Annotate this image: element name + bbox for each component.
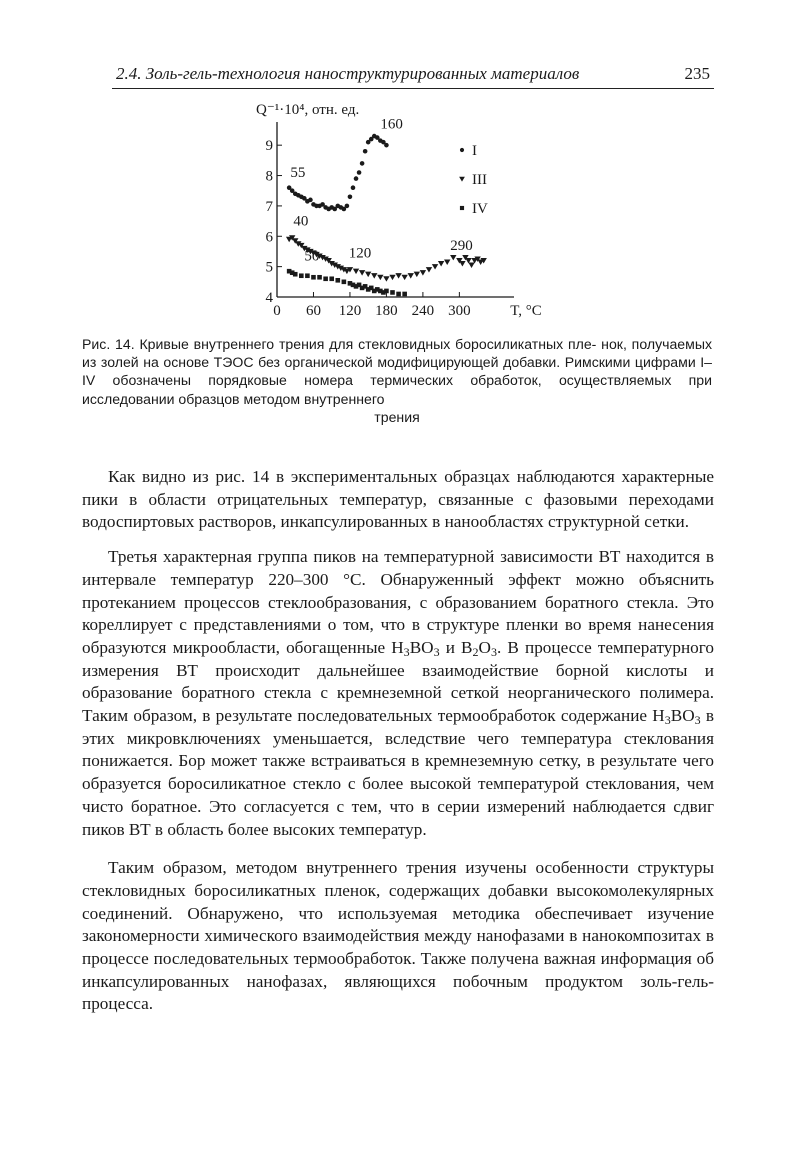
data-point (345, 204, 350, 209)
data-point (402, 292, 407, 297)
body-paragraph (82, 857, 714, 1016)
legend-marker (460, 206, 464, 210)
data-point (395, 273, 401, 278)
text-run: BO (670, 706, 695, 726)
running-title: 2.4. Золь-гель-технология наноструктурированных материалов (116, 64, 580, 83)
data-point (299, 273, 304, 278)
y-tick-label: 5 (265, 259, 273, 276)
text-run: и B (439, 637, 473, 657)
data-point (459, 261, 465, 266)
data-point (359, 270, 365, 275)
legend-entry: III (472, 172, 487, 188)
data-point (351, 185, 356, 190)
x-tick-label: 60 (305, 303, 321, 319)
peak-annotation: 160 (380, 116, 403, 133)
page-number: 235 (684, 64, 710, 83)
subscript: 3 (664, 713, 671, 728)
body-paragraph (82, 466, 714, 534)
data-point (353, 269, 359, 274)
legend-marker (460, 148, 464, 152)
text-run: Как видно из рис. 14 в экспериментальных образцах наблюдаются характерные пики в области отрицательных температур, связанные с фазовыми переходами водоспиртовых растворов, инкапсулированных в нанообластях структурной сетки. (82, 467, 714, 532)
x-tick-label: 240 (411, 303, 435, 319)
text-run: Таким образом, методом внутреннего трения изучены особенности структуры стекловидных боросиликатных пленок, содержащих добавки высокомолекулярных соединений. Обнаружено, что используемая методика обеспечивает изучение закономерности химического взаимодействия между нанофазами в нанокомпозитах в процессе последовательных термообработок. Также получена важная информация об инкапсулированных нанофазах, являющихся побочным продуктом золь-гель-процесса. (82, 858, 714, 1014)
legend-marker (459, 177, 465, 182)
text-run: Третья характерная группа пиков на температурной зависимости ВТ находится в интервале температур 220–300 °С. Обнаруженный эффект можно объяснить протеканием процессов стеклообразования, с образованием боратного стекла. Это кореллирует с представлениями о том, что в структуре пленки во время нанесения образуются микрообласти, обогащенные H (82, 547, 714, 657)
data-point (396, 292, 401, 297)
data-point (426, 267, 432, 272)
figure-caption (82, 335, 712, 426)
peak-annotation: 120 (348, 245, 372, 262)
body-paragraph (82, 546, 714, 841)
data-point (323, 276, 328, 281)
text-run: BO (409, 637, 434, 657)
data-point (365, 272, 371, 277)
data-point (444, 260, 450, 265)
x-tick-label: 120 (338, 303, 362, 319)
peak-annotation: 40 (293, 213, 309, 230)
running-header (112, 62, 714, 89)
data-point (311, 275, 316, 280)
caption-line: нок, получаемых из золей на основе ТЭОС без органической модифицирующей (82, 336, 712, 371)
y-tick-label: 7 (265, 198, 273, 215)
peak-annotation: 55 (290, 165, 306, 182)
subscript: 3 (490, 644, 497, 659)
y-axis-label: Q⁻¹·10⁴, отн. ед. (256, 102, 360, 118)
data-point (389, 275, 395, 280)
data-point (348, 195, 353, 200)
data-point (383, 276, 389, 281)
body-text (82, 466, 714, 1028)
subscript: 3 (403, 644, 410, 659)
data-point (384, 143, 389, 148)
subscript: 3 (694, 713, 701, 728)
x-tick-label: 0 (273, 303, 281, 319)
subscript: 3 (433, 644, 440, 659)
caption-line: трения (374, 408, 420, 425)
caption-line: обработок, осуществляемых при исследовании образцов методом внутреннего (82, 372, 712, 407)
x-axis-label: T, °C (510, 303, 542, 319)
y-tick-label: 8 (265, 168, 273, 185)
data-point (414, 272, 420, 277)
data-point (342, 280, 347, 285)
figure-14 (250, 92, 550, 324)
data-point (420, 270, 426, 275)
y-tick-label: 4 (265, 290, 273, 306)
data-point (363, 149, 368, 154)
peak-annotation: 50 (304, 248, 320, 265)
text-run: в этих микровключениях уменьшается, вследствие чего температура стеклования понижается. Бор может также встраиваться в кремнеземную сетку, в результате чего образуется боросиликатное стекло с более высокой температурой стеклования, чем чисто боратное. Это согласуется с тем, что в серии измерений наблюдается сдвиг пиков ВТ в область более высоких температур. (82, 706, 714, 839)
data-point (371, 273, 377, 278)
y-tick-label: 9 (265, 138, 273, 155)
data-point (357, 170, 362, 175)
data-point (293, 272, 298, 277)
internal-friction-chart (250, 92, 550, 324)
x-tick-label: 180 (375, 303, 398, 319)
x-tick-label: 300 (448, 303, 471, 319)
data-point (335, 278, 340, 283)
data-point (384, 289, 389, 294)
data-point (305, 273, 310, 278)
data-point (468, 263, 474, 268)
data-point (354, 176, 359, 181)
legend-entry: IV (472, 201, 488, 217)
text-run: . В процессе температурного измерения ВТ происходит дальнейшее взаимодействие борной кислоты и образование боратного стекла с кремнеземной сеткой неорганического полимера. Таким образом, в результате последовательных термообработок содержание H (82, 637, 714, 726)
caption-line: добавки. Римскими цифрами I–IV обозначены порядковые номера термических (82, 354, 713, 389)
data-point (432, 264, 438, 269)
text-run: O (478, 637, 491, 657)
data-point (329, 276, 334, 281)
y-tick-label: 6 (265, 229, 273, 246)
legend-entry: I (472, 143, 477, 159)
data-point (377, 275, 383, 280)
peak-annotation: 290 (450, 237, 473, 254)
caption-line: Рис. 14. Кривые внутреннего трения для стекловидных боросиликатных пле- (82, 336, 597, 352)
data-point (390, 290, 395, 295)
data-point (360, 161, 365, 166)
data-point (401, 275, 407, 280)
data-point (308, 198, 313, 203)
data-point (450, 255, 456, 260)
data-point (317, 275, 322, 280)
data-point (408, 273, 414, 278)
data-point (438, 261, 444, 266)
subscript: 2 (472, 644, 479, 659)
